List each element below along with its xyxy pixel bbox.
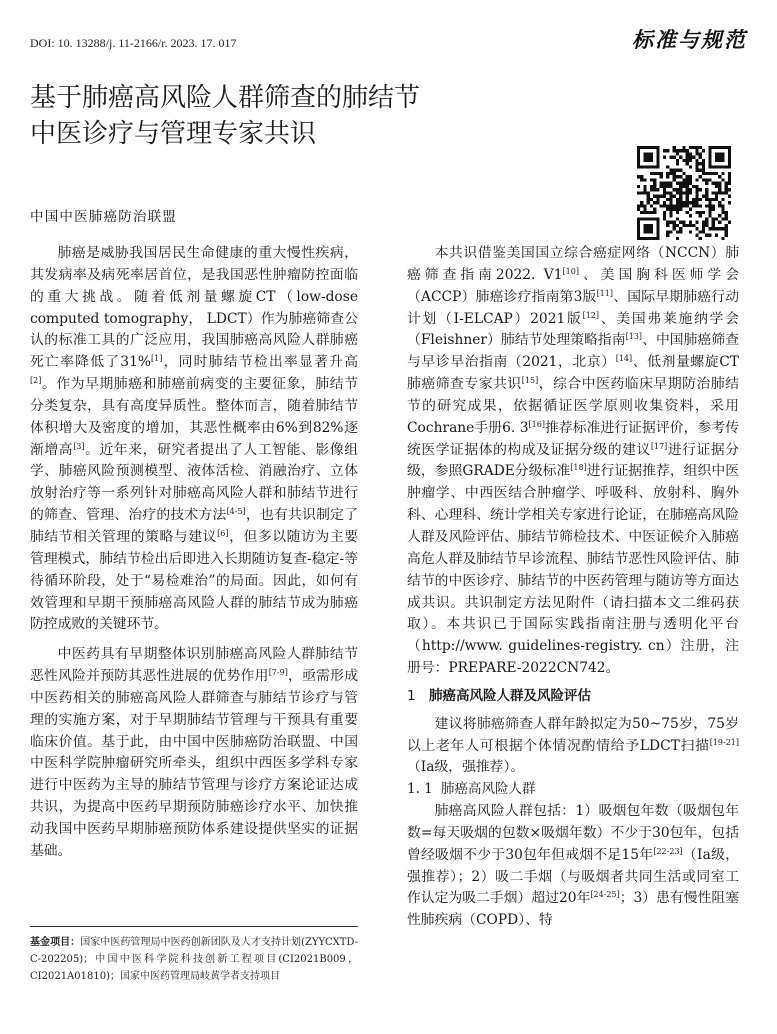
text-run: 、中国肺癌筛查与早诊早治指南（2021，北京） [407,332,739,371]
citation-ref: [16] [528,419,545,429]
citation-ref: [3] [73,441,85,451]
text-run: （Ⅰa级，强推荐）。 [407,759,525,776]
text-run: ，同时肺结节检出率显著升高 [162,354,359,371]
method-paragraph [407,243,739,680]
text-run: ，也有共识制定了肺结节相关管理的策略与建议 [30,507,359,545]
text-run: 肺癌是威胁我国居民生命健康的重大慢性疾病，其发病率及病死率居首位，是我国恶性肿瘤防控面临的重大挑战。随着低剂量螺旋CT（low-dose computed tomography， LDCT）作为肺癌筛查公认的标准工具的广泛应用，我国肺癌高风险人群肺癌死亡率降低了31% [30,245,358,371]
citation-ref: [12] [582,310,599,320]
right-column [407,243,739,932]
citation-ref: [18] [570,463,587,473]
citation-ref: [13] [625,332,643,342]
age-recommendation-paragraph [407,714,739,780]
text-run: ，亟需形成中医药相关的肺癌高风险人群筛查与肺结节诊疗与管理的实施方案，对于早期肺结节管理与干预具有重要临床价值。基于此，由中国中医肺癌防治联盟、中国中医科学院肿瘤研究所牵头，组织中西医多学科专家进行中医药为主导的肺结节管理与诊疗方案论证达成共识，为提高中医药早期预防肺癌诊疗水平、加快推动我国中医药早期肺癌预防体系建设提供坚实的证据基础。 [30,668,359,859]
text-run: 中医药具有早期整体识别肺癌高风险人群肺结节恶性风险并预防其恶性进展的优势作用 [30,646,358,685]
intro-paragraph-2 [30,644,358,862]
text-run: 进行证据推荐，组织中医肿瘤学、中西医结合肿瘤学、呼吸科、放射科、胸外科、心理科、统计学相关专家进行论证，在肺癌高风险人群及风险评估、肺结节筛检技术、中医证候介入肺癌高危人群及肺结节早诊流程、肺结节恶性风险评估、肺结节的中医诊疗、肺结节的中医药管理与随访等方面达成共识。共识制定方法见附件（请扫描本文二维码获取）。本共识已于国际实践指南注册与透明化平台（http://www. guidelines-registry. cn）注册，注册号：PREPARE-2022CN742。 [407,463,739,677]
text-run: 、低剂量螺旋CT肺癌筛查专家共识 [407,354,739,393]
citation-ref: [24-25] [590,890,620,900]
citation-ref: [17] [650,441,668,451]
text-run: ，综合中医药临床早期防治肺结节的研究成果，依据循证医学原则收集资料，采用Cochrane手册6. 3 [407,376,740,436]
doi-line: DOI: 10. 13288/j. 11-2166/r. 2023. 17. 017 [30,36,237,50]
citation-ref: [22-23] [653,846,683,856]
text-run: 推荐标准进行证据评价，参考传统医学证据体的构成及证据分级的建议 [407,419,739,458]
high-risk-paragraph [407,801,739,932]
subsection-title: 肺癌高风险人群 [441,781,536,798]
text-run: 、美国弗莱施纳学会（Fleishner）肺结节处理策略指南 [407,310,740,349]
footnote-label: 基金项目： [30,937,81,948]
text-run: 、国际早期肺癌行动计划（I-ELCAP）2021版 [407,288,739,327]
qr-code-icon[interactable] [637,146,731,240]
citation-ref: [11] [596,288,613,298]
text-run: ，但多以随访为主要管理模式，肺结节检出后即进入长期随访复查-稳定-等待循环阶段，处于“易检难治”的局面。因此，如何有效管理和早期干预肺癌高风险人群的肺结节成为肺癌防控成败的关键环节。 [30,528,359,633]
citation-ref: [15] [521,376,539,386]
text-run: 进行证据分级，参照GRADE分级标准 [407,441,740,480]
citation-ref: [2] [30,376,42,386]
subsection-heading-1-1 [407,779,739,801]
citation-ref: [4-5] [226,507,246,517]
section-number: 1 [407,687,416,704]
text-run: ；3）患有慢性阻塞性肺疾病（COPD）、特 [407,890,739,929]
citation-ref: [7-9] [268,668,288,678]
footnote-rule [30,926,358,927]
section-heading-1 [407,686,739,708]
author-organization: 中国中医肺癌防治联盟 [30,209,177,225]
text-run: 。近年来，研究者提出了人工智能、影像组学、肺癌风险预测模型、液体活检、消融治疗、立体放射治疗等一系列针对肺癌高风险人群和肺结节进行的筛查、管理、治疗的技术方法 [30,441,359,524]
text-run: 。作为早期肺癌和肺癌前病变的主要征象，肺结节分类复杂，具有高度异质性。整体而言，随着肺结节体积增大及密度的增加，其恶性概率由6%到82%逐渐增高 [30,376,358,458]
text-run: 建议将肺癌筛查人群年龄拟定为50~75岁，75岁以上老年人可根据个体情况酌情给予LDCT扫描 [407,715,739,754]
subsection-number: 1. 1 [407,781,433,798]
left-column [30,243,358,863]
title-line-1: 基于肺癌高风险人群筛查的肺结节 [30,83,421,113]
article-title [30,80,590,152]
intro-paragraph-1 [30,243,358,636]
citation-ref: [6] [217,528,229,538]
citation-ref: [14] [615,354,633,364]
section-tag: 标准与规范 [632,27,747,52]
citation-ref: [10] [562,266,579,276]
text-run: 肺癌高风险人群包括：1）吸烟包年数（吸烟包年数=每天吸烟的包数×吸烟年数）不少于30包年，包括曾经吸烟不少于30包年但戒烟不足15年 [407,803,739,863]
citation-ref: [1] [150,354,163,364]
text-run: （Ⅰa级，强推荐）；2）吸二手烟（与吸烟者共同生活或同室工作认定为吸二手烟）超过20年 [407,846,739,907]
section-title: 肺癌高风险人群及风险评估 [429,687,591,704]
footnote-text: 国家中医药管理局中医药创新团队及人才支持计划(ZYYCXTD-C-202205)；中国中医科学院科技创新工程项目(CI2021B009，CI2021A01810)；国家中医药管理局岐黄学者支持项目 [30,937,358,982]
funding-footnote [30,934,358,985]
text-run: 本共识借鉴美国国立综合癌症网络（NCCN）肺癌筛查指南2022. V1 [407,245,739,283]
text-run: 、美国胸科医师学会（ACCP）肺癌诊疗指南第3版 [407,266,740,305]
title-line-2: 中医诊疗与管理专家共识 [30,119,317,149]
citation-ref: [19-21] [709,737,739,747]
